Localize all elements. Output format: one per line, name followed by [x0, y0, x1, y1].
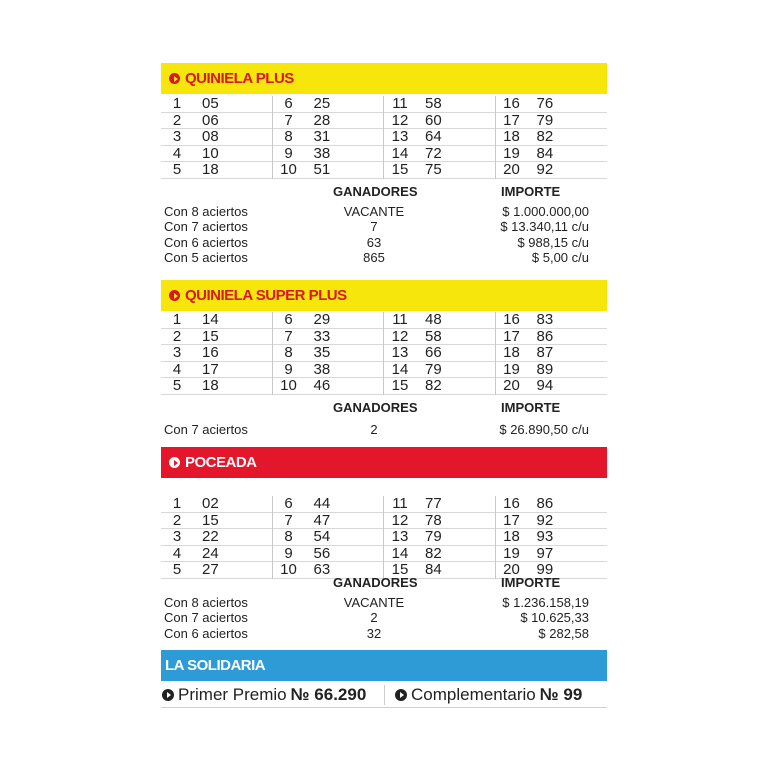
prize-winners: 865 — [363, 249, 385, 265]
number-row — [161, 345, 272, 362]
number-row — [384, 378, 495, 395]
number-row — [496, 162, 608, 179]
prize-winners: VACANTE — [343, 595, 405, 610]
draw-position: 18 — [503, 528, 520, 546]
prize-label: Con 5 aciertos — [164, 249, 248, 265]
prize-winners: 7 — [370, 219, 378, 235]
importe-header: IMPORTE — [501, 575, 561, 590]
draw-position: 6 — [284, 311, 293, 329]
drawn-number: 10 — [202, 144, 219, 162]
number-row — [273, 146, 384, 163]
number-row — [384, 146, 495, 163]
drawn-number: 82 — [536, 128, 554, 146]
circle-arrow-icon — [169, 457, 180, 468]
number-row — [384, 529, 495, 546]
draw-position: 10 — [280, 377, 297, 395]
number-column — [384, 312, 496, 395]
quiniela-super-plus-prize-header — [161, 400, 607, 416]
draw-position: 8 — [284, 344, 293, 362]
number-column — [496, 312, 608, 395]
draw-position: 17 — [503, 111, 520, 129]
importe-header: IMPORTE — [501, 184, 561, 199]
draw-position: 20 — [503, 377, 520, 395]
drawn-number: 35 — [313, 344, 331, 362]
drawn-number: 38 — [313, 360, 331, 378]
prize-row — [161, 610, 607, 625]
draw-position: 5 — [172, 377, 182, 395]
number-row — [273, 496, 384, 513]
drawn-number: 22 — [202, 528, 219, 546]
drawn-number: 78 — [425, 511, 442, 529]
drawn-number: 83 — [536, 311, 554, 329]
drawn-number: 58 — [425, 95, 442, 113]
poceada-title: POCEADA — [185, 454, 257, 471]
number-row — [496, 513, 608, 530]
drawn-number: 15 — [202, 511, 219, 529]
draw-position: 16 — [503, 311, 520, 329]
draw-position: 9 — [284, 544, 293, 562]
draw-position: 16 — [503, 95, 520, 113]
number-row — [161, 496, 272, 513]
drawn-number: 02 — [202, 495, 219, 513]
number-row — [496, 362, 608, 379]
drawn-number: 92 — [536, 511, 554, 529]
draw-position: 17 — [503, 511, 520, 529]
drawn-number: 94 — [536, 377, 554, 395]
complementario — [385, 685, 582, 705]
draw-position: 17 — [503, 327, 520, 345]
poceada-prize-header — [161, 575, 607, 591]
number-row — [384, 546, 495, 563]
la-solidaria-banner — [161, 650, 607, 681]
prize-amount: $ 10.625,33 — [520, 610, 589, 626]
quiniela-super-plus-title: QUINIELA SUPER PLUS — [185, 287, 347, 304]
number-row — [496, 496, 608, 513]
number-row — [384, 496, 495, 513]
number-row — [384, 329, 495, 346]
drawn-number: 27 — [202, 561, 219, 579]
poceada-numbers — [161, 496, 607, 579]
number-column — [384, 496, 496, 579]
drawn-number: 51 — [313, 161, 331, 179]
drawn-number: 29 — [313, 311, 331, 329]
primer-premio-label: Primer Premio — [178, 685, 287, 704]
number-row — [161, 529, 272, 546]
prize-amount: $ 988,15 c/u — [517, 234, 589, 250]
drawn-number: 15 — [202, 327, 219, 345]
draw-position: 5 — [172, 561, 182, 579]
draw-position: 20 — [503, 161, 520, 179]
prize-row — [161, 204, 607, 219]
quiniela-super-plus-numbers — [161, 312, 607, 395]
la-solidaria-title: LA SOLIDARIA — [165, 657, 266, 674]
importe-header: IMPORTE — [501, 400, 561, 415]
prize-amount: $ 13.340,11 c/u — [500, 219, 589, 235]
drawn-number: 97 — [536, 544, 554, 562]
number-row — [161, 362, 272, 379]
number-column — [273, 312, 385, 395]
prize-amount: $ 1.236.158,19 — [502, 595, 589, 610]
draw-position: 1 — [172, 95, 182, 113]
drawn-number: 79 — [425, 528, 442, 546]
drawn-number: 31 — [313, 128, 331, 146]
draw-position: 8 — [284, 128, 293, 146]
circle-arrow-icon — [169, 290, 180, 301]
circle-arrow-icon — [169, 73, 180, 84]
draw-position: 7 — [284, 511, 293, 529]
number-row — [161, 312, 272, 329]
draw-position: 11 — [392, 95, 408, 113]
draw-position: 1 — [172, 495, 182, 513]
drawn-number: 28 — [313, 111, 331, 129]
primer-premio — [161, 685, 385, 705]
number-row — [496, 96, 608, 113]
number-row — [161, 146, 272, 163]
draw-position: 3 — [172, 344, 182, 362]
ganadores-header: GANADORES — [333, 575, 418, 590]
draw-position: 14 — [391, 544, 409, 562]
draw-position: 19 — [503, 144, 520, 162]
drawn-number: 77 — [425, 495, 442, 513]
number-column — [384, 96, 496, 179]
draw-position: 2 — [172, 511, 182, 529]
draw-position: 10 — [280, 561, 297, 579]
play-circle-icon — [162, 689, 174, 701]
draw-position: 14 — [391, 360, 409, 378]
drawn-number: 99 — [536, 561, 554, 579]
draw-position: 15 — [391, 561, 409, 579]
drawn-number: 79 — [536, 111, 554, 129]
quiniela-plus-prize-header — [161, 184, 607, 200]
number-row — [273, 529, 384, 546]
draw-position: 7 — [284, 327, 293, 345]
drawn-number: 92 — [536, 161, 554, 179]
number-row — [384, 513, 495, 530]
drawn-number: 86 — [536, 495, 554, 513]
draw-position: 11 — [392, 311, 408, 329]
drawn-number: 63 — [313, 561, 331, 579]
number-column — [273, 496, 385, 579]
number-row — [273, 378, 384, 395]
prize-label: Con 7 aciertos — [164, 422, 248, 437]
draw-position: 4 — [172, 360, 182, 378]
drawn-number: 16 — [202, 344, 219, 362]
number-row — [496, 329, 608, 346]
drawn-number: 33 — [313, 327, 331, 345]
draw-position: 13 — [391, 128, 409, 146]
prize-winners: 63 — [366, 234, 382, 250]
drawn-number: 75 — [425, 161, 442, 179]
draw-position: 9 — [284, 144, 293, 162]
draw-position: 11 — [392, 495, 408, 513]
prize-row — [161, 595, 607, 610]
prize-winners: 2 — [370, 422, 378, 437]
number-row — [384, 345, 495, 362]
number-row — [273, 129, 384, 146]
number-row — [161, 129, 272, 146]
drawn-number: 72 — [425, 144, 442, 162]
drawn-number: 47 — [313, 511, 331, 529]
drawn-number: 82 — [425, 377, 442, 395]
draw-position: 13 — [391, 528, 409, 546]
quiniela-plus-banner — [161, 63, 607, 94]
drawn-number: 66 — [425, 344, 442, 362]
number-row — [161, 162, 272, 179]
number-row — [161, 378, 272, 395]
complementario-label: Complementario — [411, 685, 536, 704]
draw-position: 2 — [172, 327, 182, 345]
drawn-number: 89 — [536, 360, 554, 378]
drawn-number: 08 — [202, 128, 219, 146]
prize-label: Con 7 aciertos — [164, 219, 248, 235]
number-row — [161, 329, 272, 346]
prize-amount: $ 26.890,50 c/u — [499, 422, 589, 437]
drawn-number: 84 — [536, 144, 554, 162]
number-row — [496, 312, 608, 329]
number-row — [273, 345, 384, 362]
number-row — [384, 312, 495, 329]
draw-position: 18 — [503, 128, 520, 146]
draw-position: 16 — [503, 495, 520, 513]
drawn-number: 25 — [313, 95, 331, 113]
draw-position: 9 — [284, 360, 293, 378]
draw-position: 19 — [503, 544, 520, 562]
poceada-banner — [161, 447, 607, 478]
draw-position: 8 — [284, 528, 293, 546]
primer-premio-value: № 66.290 — [290, 685, 367, 704]
number-column — [496, 496, 608, 579]
draw-position: 3 — [172, 528, 182, 546]
drawn-number: 79 — [425, 360, 442, 378]
prize-label: Con 8 aciertos — [164, 595, 248, 610]
number-row — [273, 96, 384, 113]
number-row — [384, 96, 495, 113]
draw-position: 4 — [172, 544, 182, 562]
prize-amount: $ 1.000.000,00 — [502, 204, 589, 219]
drawn-number: 76 — [536, 95, 554, 113]
number-row — [273, 312, 384, 329]
draw-position: 10 — [280, 161, 297, 179]
play-circle-icon — [395, 689, 407, 701]
draw-position: 12 — [391, 511, 409, 529]
drawn-number: 64 — [425, 128, 442, 146]
number-row — [384, 362, 495, 379]
drawn-number: 24 — [202, 544, 219, 562]
draw-position: 12 — [391, 111, 409, 129]
number-row — [496, 378, 608, 395]
number-row — [496, 546, 608, 563]
number-row — [273, 329, 384, 346]
prize-label: Con 6 aciertos — [164, 625, 248, 641]
number-row — [496, 345, 608, 362]
drawn-number: 56 — [313, 544, 331, 562]
number-row — [273, 513, 384, 530]
draw-position: 1 — [172, 311, 182, 329]
number-row — [273, 362, 384, 379]
complementario-value: № 99 — [539, 685, 583, 704]
prize-winners: VACANTE — [343, 204, 405, 219]
draw-position: 2 — [172, 111, 182, 129]
ganadores-header: GANADORES — [333, 400, 418, 415]
draw-position: 12 — [391, 327, 409, 345]
prize-label: Con 8 aciertos — [164, 204, 248, 219]
drawn-number: 17 — [202, 360, 219, 378]
number-row — [273, 113, 384, 130]
draw-position: 20 — [503, 561, 520, 579]
number-column — [273, 96, 385, 179]
drawn-number: 18 — [202, 377, 219, 395]
prize-row — [161, 235, 607, 250]
prize-label: Con 6 aciertos — [164, 234, 248, 250]
prize-winners: 2 — [370, 610, 378, 626]
draw-position: 7 — [284, 111, 293, 129]
drawn-number: 38 — [313, 144, 331, 162]
draw-position: 18 — [503, 344, 520, 362]
number-column — [161, 312, 273, 395]
prize-amount: $ 282,58 — [538, 625, 589, 641]
drawn-number: 48 — [425, 311, 442, 329]
drawn-number: 82 — [425, 544, 442, 562]
quiniela-plus-title: QUINIELA PLUS — [185, 70, 294, 87]
prize-row — [161, 422, 607, 437]
drawn-number: 46 — [313, 377, 331, 395]
draw-position: 6 — [284, 95, 293, 113]
number-column — [496, 96, 608, 179]
number-row — [273, 546, 384, 563]
ganadores-header: GANADORES — [333, 184, 418, 199]
number-row — [161, 113, 272, 130]
drawn-number: 93 — [536, 528, 554, 546]
draw-position: 15 — [391, 377, 409, 395]
number-row — [273, 162, 384, 179]
draw-position: 5 — [172, 161, 182, 179]
quiniela-super-plus-banner — [161, 280, 607, 311]
draw-position: 3 — [172, 128, 182, 146]
number-row — [161, 546, 272, 563]
draw-position: 14 — [391, 144, 409, 162]
draw-position: 4 — [172, 144, 182, 162]
prize-row — [161, 250, 607, 265]
draw-position: 6 — [284, 495, 293, 513]
drawn-number: 54 — [313, 528, 331, 546]
number-row — [384, 162, 495, 179]
number-row — [384, 113, 495, 130]
prize-label: Con 7 aciertos — [164, 610, 248, 626]
prize-amount: $ 5,00 c/u — [531, 249, 589, 265]
number-row — [496, 529, 608, 546]
number-row — [384, 129, 495, 146]
drawn-number: 18 — [202, 161, 219, 179]
la-solidaria-results — [161, 683, 607, 708]
number-column — [161, 96, 273, 179]
prize-row — [161, 626, 607, 641]
drawn-number: 87 — [536, 344, 554, 362]
number-row — [496, 129, 608, 146]
prize-winners: 32 — [366, 625, 382, 641]
quiniela-plus-numbers — [161, 96, 607, 179]
drawn-number: 06 — [202, 111, 219, 129]
drawn-number: 60 — [425, 111, 442, 129]
number-row — [161, 513, 272, 530]
number-row — [496, 113, 608, 130]
number-row — [161, 96, 272, 113]
draw-position: 13 — [391, 344, 409, 362]
drawn-number: 05 — [202, 95, 219, 113]
number-row — [496, 146, 608, 163]
drawn-number: 44 — [313, 495, 331, 513]
drawn-number: 14 — [202, 311, 219, 329]
drawn-number: 86 — [536, 327, 554, 345]
draw-position: 19 — [503, 360, 520, 378]
prize-row — [161, 219, 607, 234]
number-column — [161, 496, 273, 579]
drawn-number: 84 — [425, 561, 442, 579]
drawn-number: 58 — [425, 327, 442, 345]
draw-position: 15 — [391, 161, 409, 179]
